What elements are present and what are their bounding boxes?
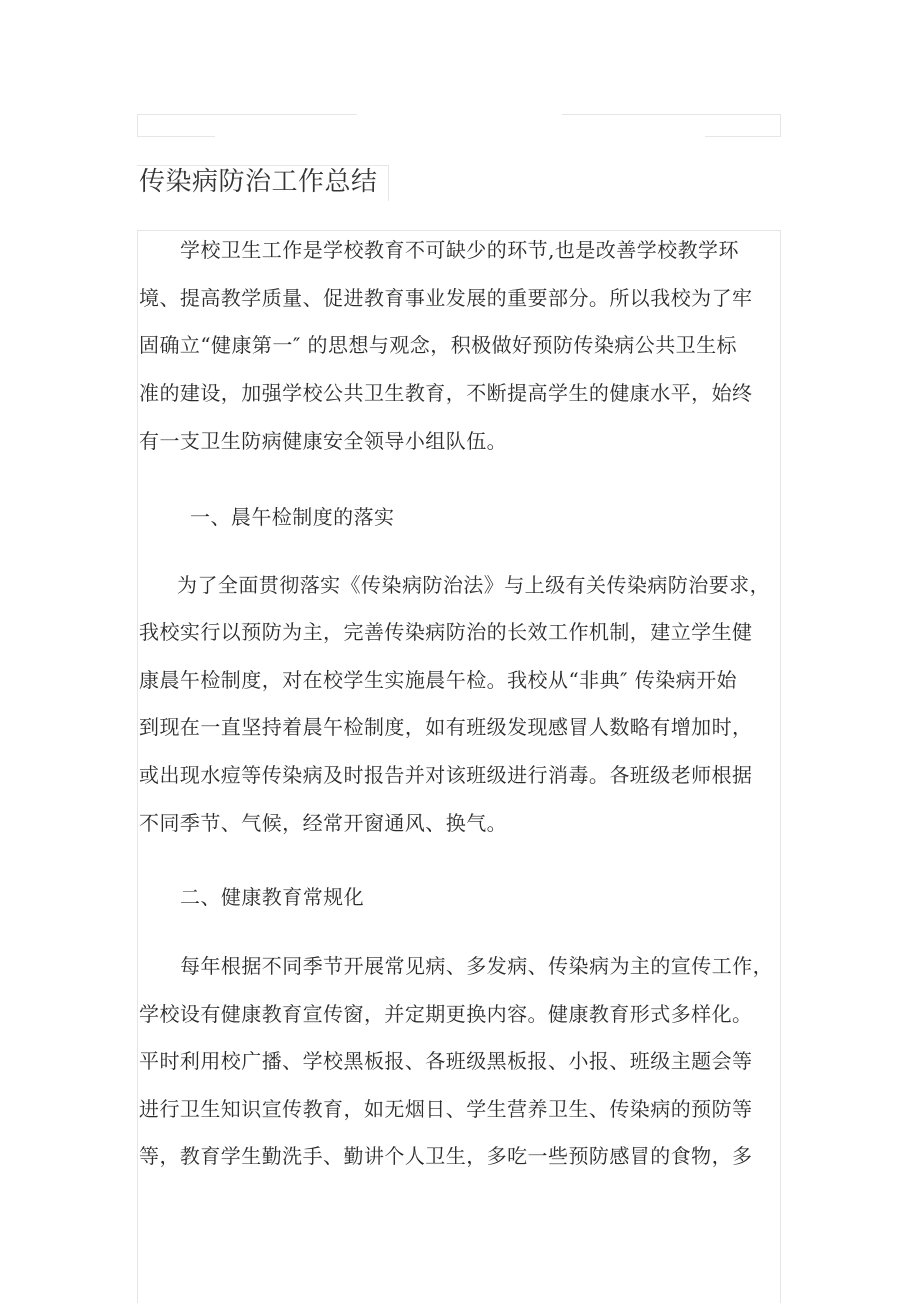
header-rule-right-top bbox=[562, 114, 781, 115]
paragraph-line: 到现在一直坚持着晨午检制度，如有班级发现感冒人数略有增加时， bbox=[139, 715, 753, 739]
section-heading-2: 二、健康教育常规化 bbox=[180, 885, 365, 909]
paragraph-line: 平时利用校广播、学校黑板报、各班级黑板报、小报、班级主题会等 bbox=[139, 1049, 753, 1073]
body-rule-top bbox=[137, 230, 781, 231]
header-rule-left-top bbox=[137, 114, 357, 115]
paragraph-line: 固确立“健康第一″ 的思想与观念，积极做好预防传染病公共卫生标 bbox=[139, 333, 738, 357]
paragraph-line: 每年根据不同季节开展常见病、多发病、传染病为主的宣传工作， bbox=[180, 954, 774, 978]
paragraph-line: 学校卫生工作是学校教育不可缺少的环节,也是改善学校教学环 bbox=[180, 238, 739, 262]
paragraph-line: 等，教育学生勤洗手、勤讲个人卫生，多吃一些预防感冒的食物，多 bbox=[139, 1144, 753, 1168]
body-rule-right bbox=[780, 230, 781, 1303]
paragraph-line: 学校设有健康教育宣传窗，并定期更换内容。健康教育形式多样化。 bbox=[139, 1002, 753, 1026]
paragraph-line: 为了全面贯彻落实《传染病防治法》与上级有关传染病防治要求， bbox=[177, 573, 771, 597]
header-rule-left-side bbox=[137, 114, 138, 137]
paragraph-line: 进行卫生知识宣传教育，如无烟日、学生营养卫生、传染病的预防等 bbox=[139, 1097, 753, 1121]
section-heading-1: 一、晨午检制度的落实 bbox=[190, 505, 395, 529]
paragraph-line: 有一支卫生防病健康安全领导小组队伍。 bbox=[139, 429, 508, 453]
title-rule-right bbox=[388, 165, 389, 201]
header-rule-left-bottom bbox=[137, 136, 215, 137]
body-rule-left bbox=[137, 230, 138, 1303]
paragraph-line: 康晨午检制度，对在校学生实施晨午检。我校从“非典″ 传染病开始 bbox=[139, 668, 738, 692]
paragraph-line: 我校实行以预防为主，完善传染病防治的长效工作机制，建立学生健 bbox=[139, 620, 753, 644]
paragraph-line: 境、提高教学质量、促进教育事业发展的重要部分。所以我校为了牢 bbox=[139, 286, 753, 310]
paragraph-line: 准的建设，加强学校公共卫生教育，不断提高学生的健康水平，始终 bbox=[139, 381, 753, 405]
header-rule-right-side bbox=[780, 114, 781, 137]
paragraph-line: 不同季节、气候，经常开窗通风、换气。 bbox=[139, 811, 508, 835]
paragraph-line: 或出现水痘等传染病及时报告并对该班级进行消毒。各班级老师根据 bbox=[139, 763, 753, 787]
header-rule-right-bottom bbox=[705, 136, 781, 137]
document-title: 传染病防治工作总结 bbox=[139, 167, 378, 197]
